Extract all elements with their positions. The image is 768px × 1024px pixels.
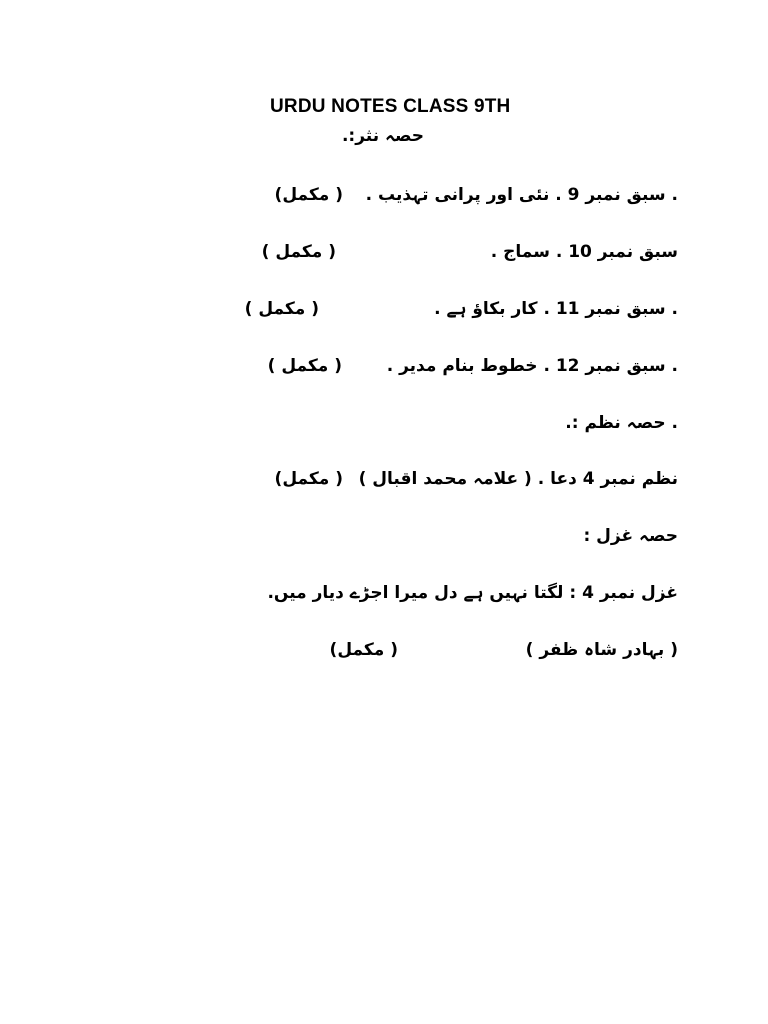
ghazal-poet: ( بہادر شاہ ظفر ) [525, 640, 678, 660]
ghazal-title: غزل نمبر 4 : لگتا نہیں ہے دل میرا اجڑے دیار میں. [267, 583, 678, 603]
ghazal-status: ( مکمل) [329, 640, 398, 660]
lesson-12-status: ( مکمل ) [267, 356, 342, 376]
page-title: URDU NOTES CLASS 9TH [270, 96, 511, 117]
poem-title: نظم نمبر 4 دعا . ( علامہ محمد اقبال ) [358, 469, 678, 489]
lesson-12-title: . سبق نمبر 12 . خطوط بنام مدیر . [386, 356, 678, 376]
lesson-10-title: سبق نمبر 10 . سماج . [490, 242, 678, 262]
lesson-11-title: . سبق نمبر 11 . کار بکاؤ ہے . [434, 299, 678, 319]
lesson-10-status: ( مکمل ) [261, 242, 336, 262]
lesson-9-status: ( مکمل) [274, 185, 343, 205]
lesson-11-status: ( مکمل ) [244, 299, 319, 319]
poem-status: ( مکمل) [274, 469, 343, 489]
section-heading-poem: . حصہ نظم :. [565, 413, 678, 433]
section-heading-prose: حصہ نثر:. [341, 126, 424, 146]
section-heading-ghazal: حصہ غزل : [583, 526, 678, 546]
lesson-9-title: . سبق نمبر 9 . نئی اور پرانی تہذیب . [365, 185, 678, 205]
